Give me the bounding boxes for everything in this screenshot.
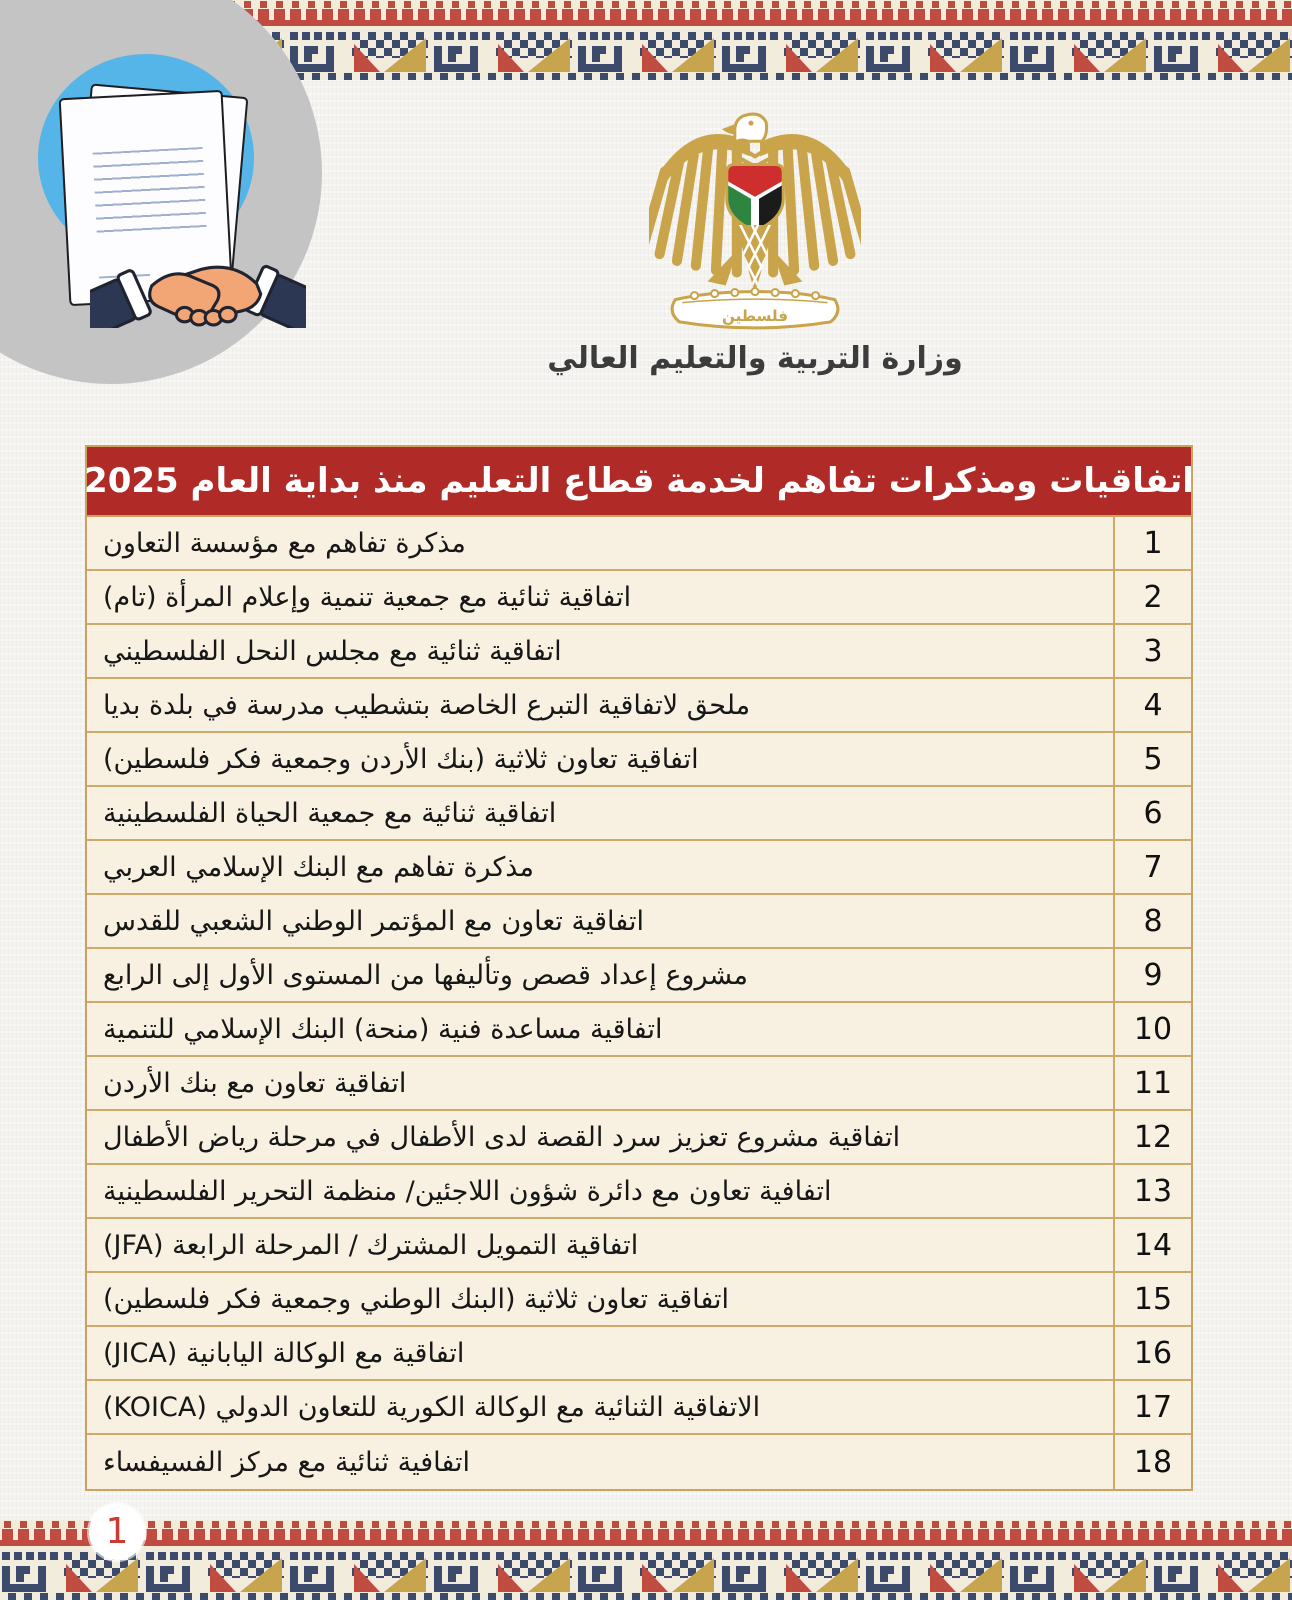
table-row: [87, 625, 1191, 679]
row-number: 15: [1113, 1273, 1191, 1325]
agreement-title: اتفاقية تعاون ثلاثية (البنك الوطني وجمعية فكر فلسطين): [103, 1283, 730, 1315]
palestine-coat-of-arms-icon: [649, 108, 861, 340]
agreement-title: اتفافية تعاون مع دائرة شؤون اللاجئين/ منظمة التحرير الفلسطينية: [103, 1175, 832, 1207]
row-number: 4: [1113, 679, 1191, 731]
agreement-title: اتفاقية ثنائية مع مجلس النحل الفلسطيني: [103, 635, 562, 667]
page-title-banner: [85, 445, 1193, 517]
handshake-icon: [90, 220, 306, 328]
agreement-title: اتفافية ثنائية مع مركز الفسيفساء: [103, 1446, 471, 1478]
agreement-title: مشروع إعداد قصص وتأليفها من المستوى الأول إلى الرابع: [103, 959, 748, 991]
agreement-title: اتفاقية ثنائية مع جمعية الحياة الفلسطينية: [103, 797, 557, 829]
agreement-title: ملحق لاتفاقية التبرع الخاصة بتشطيب مدرسة في بلدة بديا: [103, 689, 751, 721]
agreement-title: اتفاقية التمويل المشترك / المرحلة الرابعة (JFA): [103, 1229, 639, 1261]
table-row: [87, 787, 1191, 841]
agreements-table: [85, 517, 1193, 1491]
agreement-title: الاتفاقية الثنائية مع الوكالة الكورية للتعاون الدولي (KOICA): [103, 1391, 761, 1423]
row-number: 6: [1113, 787, 1191, 839]
row-number: 9: [1113, 949, 1191, 1001]
row-number: 18: [1113, 1435, 1191, 1489]
table-row: [87, 517, 1191, 571]
table-row: [87, 1057, 1191, 1111]
agreement-badge: [0, 0, 322, 384]
agreement-title: اتفاقية مشروع تعزيز سرد القصة لدى الأطفال في مرحلة رياض الأطفال: [103, 1121, 901, 1153]
row-number: 17: [1113, 1381, 1191, 1433]
row-number: 14: [1113, 1219, 1191, 1271]
table-row: [87, 895, 1191, 949]
page-number-badge: [89, 1504, 145, 1560]
agreement-title: مذكرة تفاهم مع مؤسسة التعاون: [103, 527, 466, 559]
table-row: [87, 733, 1191, 787]
table-row: [87, 1381, 1191, 1435]
table-row: [87, 1273, 1191, 1327]
table-row: [87, 841, 1191, 895]
ministry-name: وزارة التربية والتعليم العالي: [547, 341, 963, 376]
emblem-caption: فلسطين: [722, 306, 788, 325]
row-number: 12: [1113, 1111, 1191, 1163]
row-number: 8: [1113, 895, 1191, 947]
table-row: [87, 1111, 1191, 1165]
agreement-title: اتفاقية ثنائية مع جمعية تنمية وإعلام المرأة (تام): [103, 581, 632, 613]
row-number: 5: [1113, 733, 1191, 785]
table-row: [87, 571, 1191, 625]
row-number: 11: [1113, 1057, 1191, 1109]
page-number: 1: [105, 1511, 129, 1552]
agreement-title: اتفاقية تعاون ثلاثية (بنك الأردن وجمعية فكر فلسطين): [103, 743, 699, 775]
table-row: [87, 1165, 1191, 1219]
table-row: [87, 1219, 1191, 1273]
agreement-title: اتفاقية تعاون مع بنك الأردن: [103, 1067, 407, 1099]
table-row: [87, 1435, 1191, 1489]
row-number: 2: [1113, 571, 1191, 623]
row-number: 1: [1113, 517, 1191, 569]
table-row: [87, 1327, 1191, 1381]
agreement-title: اتفاقية مساعدة فنية (منحة) البنك الإسلامي للتنمية: [103, 1013, 663, 1045]
agreement-title: اتفاقية تعاون مع المؤتمر الوطني الشعبي للقدس: [103, 905, 644, 937]
row-number: 3: [1113, 625, 1191, 677]
page-title: اتفاقيات ومذكرات تفاهم لخدمة قطاع التعليم منذ بداية العام 2025: [84, 461, 1194, 501]
row-number: 10: [1113, 1003, 1191, 1055]
tatreez-border-bottom: [0, 1520, 1292, 1600]
table-row: [87, 1003, 1191, 1057]
row-number: 7: [1113, 841, 1191, 893]
row-number: 16: [1113, 1327, 1191, 1379]
agreement-title: مذكرة تفاهم مع البنك الإسلامي العربي: [103, 851, 534, 883]
table-row: [87, 679, 1191, 733]
table-row: [87, 949, 1191, 1003]
agreement-title: اتفاقية مع الوكالة اليابانية (JICA): [103, 1337, 465, 1369]
row-number: 13: [1113, 1165, 1191, 1217]
